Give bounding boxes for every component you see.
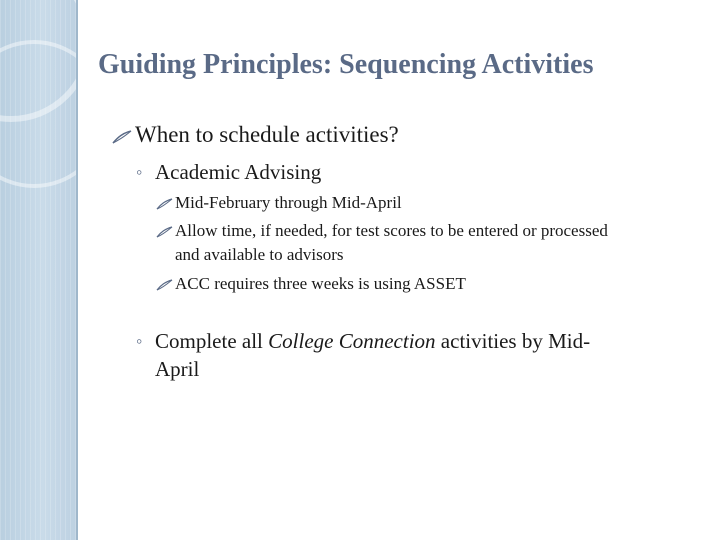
bullet-level3-allow-time-cont: and available to advisors xyxy=(175,245,344,264)
level3-bullet-icon xyxy=(156,198,173,210)
level3-bullet-icon xyxy=(156,279,173,291)
level3-bullet-icon xyxy=(156,226,173,238)
text-segment: activities by Mid- xyxy=(435,329,591,353)
bullet-level3-acc: ACC requires three weeks is using ASSET xyxy=(175,274,466,293)
program-name: College Connection xyxy=(268,329,436,353)
circle-bullet-icon: ◦ xyxy=(136,162,143,182)
slide-title: Guiding Principles: Sequencing Activities xyxy=(98,49,594,80)
bullet-level2-college-connection-cont: April xyxy=(155,357,200,381)
bullet-level1: When to schedule activities? xyxy=(135,122,399,147)
bullet-level2-advising: Academic Advising xyxy=(155,160,322,184)
bullet-level2-college-connection xyxy=(155,329,590,354)
bullet-level3-dates: Mid-February through Mid-April xyxy=(175,193,402,212)
level1-bullet-icon xyxy=(112,130,132,144)
circle-bullet-icon: ◦ xyxy=(136,331,143,351)
text-segment: Complete all xyxy=(155,329,269,353)
bullet-level3-allow-time: Allow time, if needed, for test scores to be entered or processed xyxy=(175,221,608,240)
